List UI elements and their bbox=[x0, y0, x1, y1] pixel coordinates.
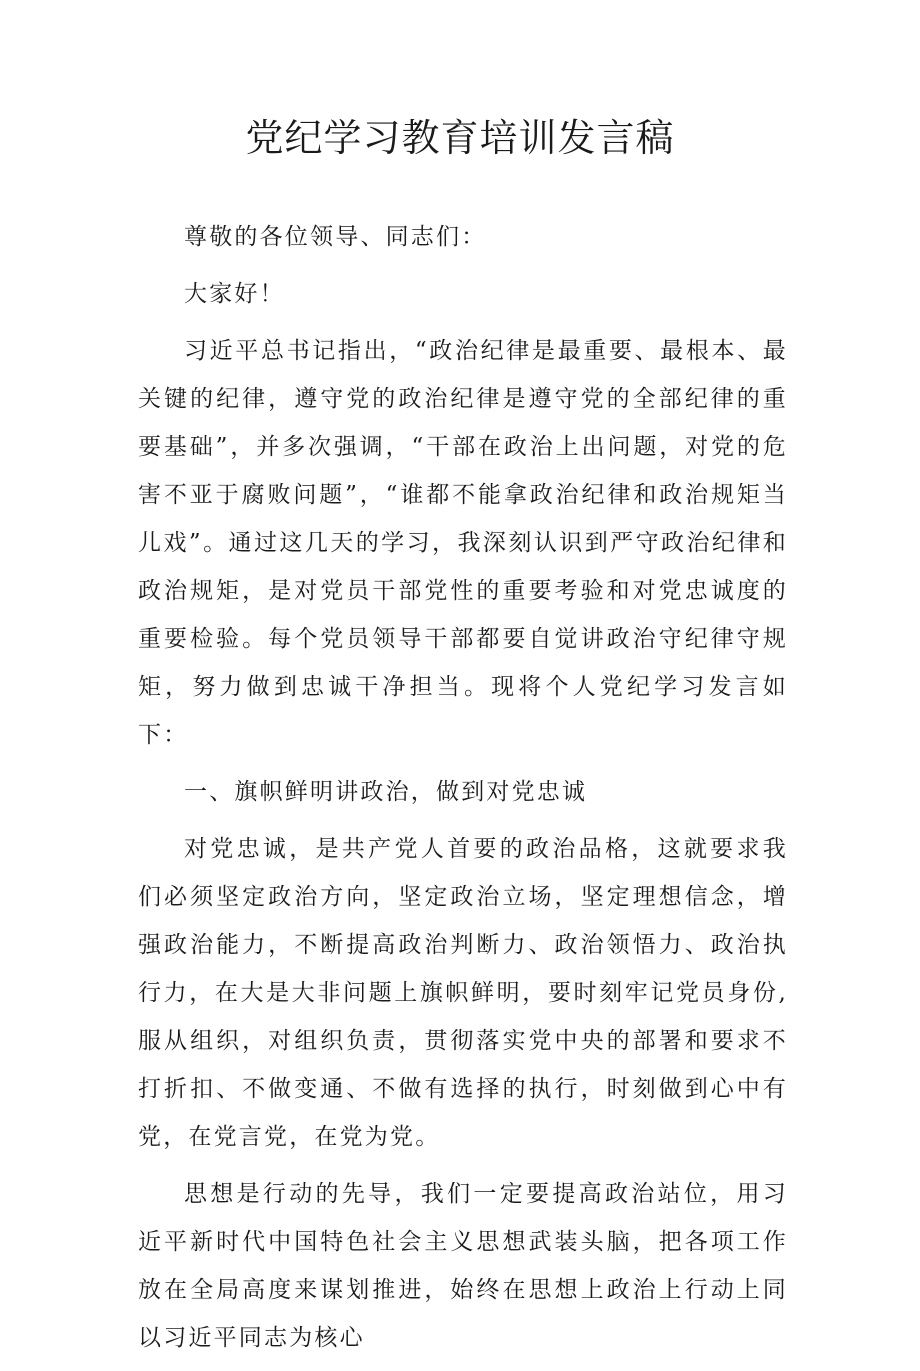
section-heading-1: 一、旗帜鲜明讲政治，做到对党忠诚 bbox=[184, 779, 588, 805]
greeting: 大家好！ bbox=[184, 281, 285, 307]
paragraph-loyalty: 对党忠诚，是共产党人首要的政治品格，这就要求我们必须坚定政治方向，坚定政治立场，坚定理想信念，增强政治能力，不断提高政治判断力、政治领悟力、政治执行力，在大是大非问题上旗帜鲜明，要时刻牢记党员身份,服从组织，对组织负责，贯彻落实党中央的部署和要求不打折扣、不做变通、不做有选择的执行，时刻做到心中有党，在党言党，在党为党。 bbox=[138, 836, 788, 1150]
document-body bbox=[138, 213, 788, 1371]
document-title: 党纪学习教育培训发言稿 bbox=[245, 116, 675, 160]
paragraph-intro: 习近平总书记指出，“政治纪律是最重要、最根本、最关键的纪律，遵守党的政治纪律是遵守党的全部纪律的重要基础”，并多次强调，“干部在政治上出问题，对党的危害不亚于腐败问题”，“谁都不能拿政治纪律和政治规矩当儿戏”。通过这几天的学习，我深刻认识到严守政治纪律和政治规矩，是对党员干部党性的重要考验和对党忠诚度的重要检验。每个党员领导干部都要自觉讲政治守纪律守规矩，努力做到忠诚干净担当。现将个人党纪学习发言如下： bbox=[138, 338, 788, 748]
paragraph-thought: 思想是行动的先导，我们一定要提高政治站位，用习近平新时代中国特色社会主义思想武装头脑，把各项工作放在全局高度来谋划推进，始终在思想上政治上行动上同以习近平同志为核心 bbox=[138, 1181, 788, 1351]
salutation: 尊敬的各位领导、同志们： bbox=[184, 224, 487, 250]
